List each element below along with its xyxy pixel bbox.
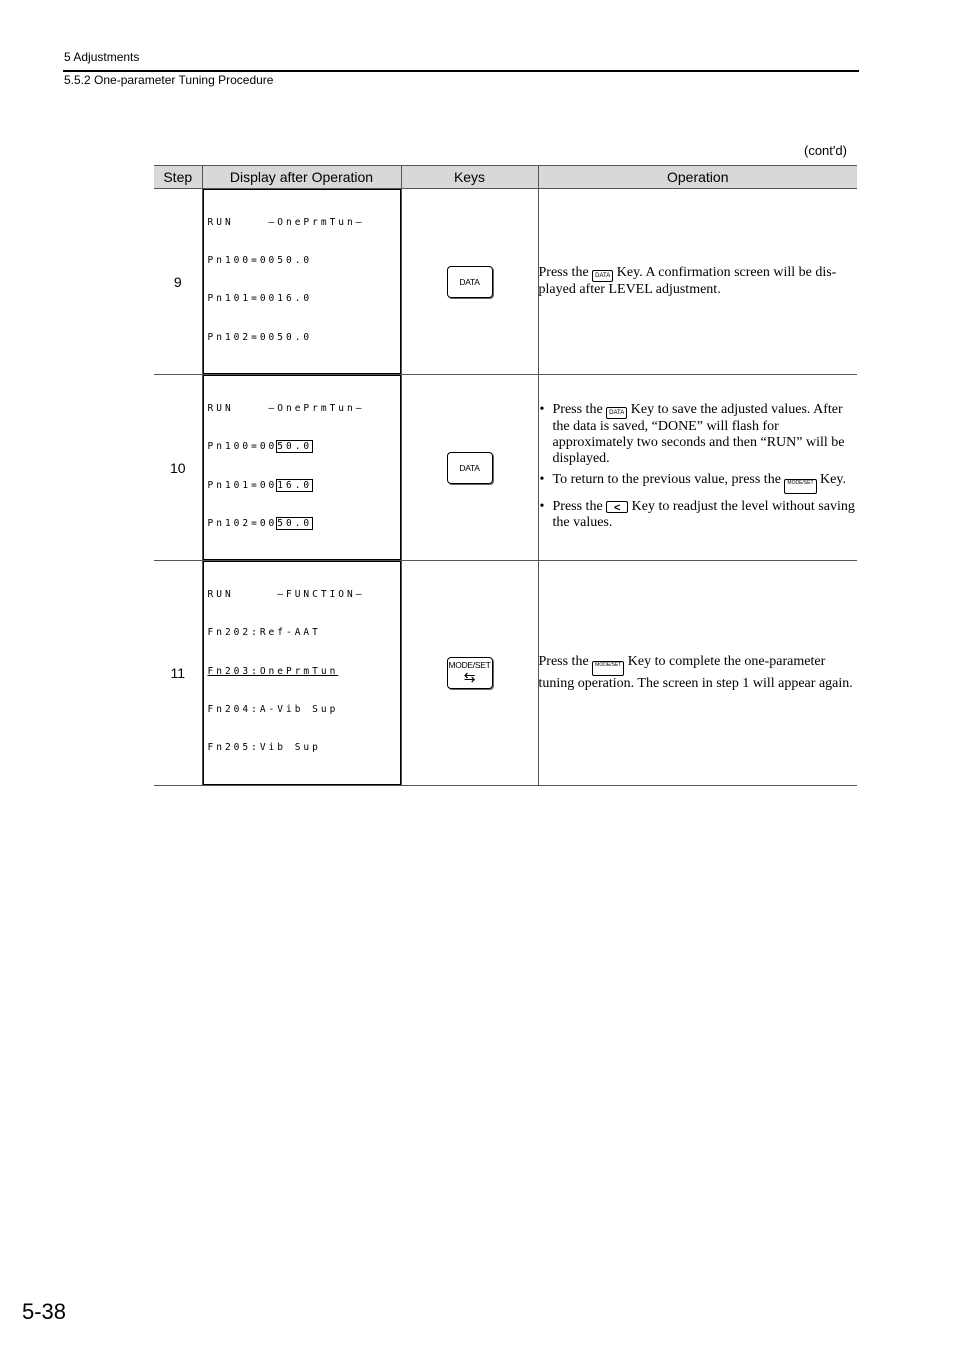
section-heading: 5.5.2 One-parameter Tuning Procedure [64, 73, 274, 87]
lcd-display [203, 375, 401, 560]
operation-text: Key. [816, 472, 846, 488]
lcd-line: RUN —FUNCTION— [207, 588, 365, 600]
lcd-line [208, 666, 396, 679]
left-arrow-key-icon: < [606, 501, 628, 513]
lcd-line: Fn204:A-Vib Sup [207, 704, 339, 716]
lcd-line: Fn202:Ref-AAT [207, 627, 321, 639]
col-header-display: Display after Operation [202, 166, 401, 189]
keys-cell [401, 561, 538, 786]
data-key-icon: DATA [447, 452, 493, 484]
step-number: 9 [154, 189, 202, 375]
step-number: 10 [154, 375, 202, 561]
lcd-param: Pn102=00 [207, 517, 278, 529]
bullet-icon: • [539, 472, 545, 488]
data-key-icon: DATA [592, 270, 613, 282]
table-row [154, 561, 857, 786]
table-header-row [154, 166, 857, 189]
display-cell [202, 375, 401, 561]
operation-cell [538, 189, 857, 375]
list-item [539, 402, 858, 467]
operation-text: Key. A confirmation screen will be dis-played after LEVEL adjustment. [538, 265, 837, 298]
keys-cell [401, 375, 538, 561]
operation-text: Key to save the adjusted values. After the data is saved, “DONE” will flash for approximately two seconds and then “RUN” will be displayed. [552, 402, 845, 467]
col-header-keys: Keys [401, 166, 538, 189]
lcd-line: Pn101=0016.0 [207, 293, 313, 305]
lcd-edited-value: 16.0 [277, 479, 313, 491]
lcd-line [208, 518, 396, 531]
data-key-icon: DATA [606, 407, 627, 419]
chapter-heading: 5 Adjustments [64, 50, 140, 64]
page-number: 5-38 [22, 1299, 67, 1324]
lcd-line: Pn100=0050.0 [207, 254, 313, 266]
mode-set-key-icon: MODE/SET [592, 661, 624, 676]
mode-set-key-icon [447, 657, 493, 689]
lcd-selected-function: Fn203:OnePrmTun [207, 665, 339, 677]
lcd-display [203, 189, 401, 374]
lcd-edited-value: 50.0 [277, 441, 313, 453]
return-arrow-icon: ⇆ [463, 669, 476, 686]
operation-text: Key to complete the one-parameter tuning operation. The screen in step 1 will appear again. [538, 654, 853, 692]
operation-text: To return to the previous value, press the [552, 472, 785, 488]
lcd-line: RUN —OnePrmTun— [207, 216, 365, 228]
lcd-display [203, 561, 401, 785]
continued-label: (cont'd) [804, 143, 847, 158]
display-cell [202, 189, 401, 375]
operation-bullet-list [539, 402, 858, 531]
operation-text: Press the [552, 402, 607, 418]
lcd-param: Pn100=00 [207, 441, 278, 453]
mode-set-key-icon: MODE/SET [784, 479, 816, 494]
lcd-line: Pn102=0050.0 [207, 331, 313, 343]
col-header-operation: Operation [538, 166, 857, 189]
lcd-line [208, 480, 396, 493]
procedure-table [154, 165, 857, 786]
bullet-icon: • [539, 402, 545, 418]
mode-set-label: MODE/SET [448, 660, 491, 671]
table-row [154, 375, 857, 561]
display-cell [202, 561, 401, 786]
data-key-icon: DATA [447, 266, 493, 298]
list-item [539, 472, 858, 494]
col-header-step: Step [154, 166, 202, 189]
operation-text: Key to readjust the level without saving the values. [552, 499, 855, 531]
lcd-line [208, 441, 396, 454]
lcd-edited-value: 50.0 [277, 517, 313, 529]
step-number: 11 [154, 561, 202, 786]
operation-text: Press the [538, 265, 593, 281]
lcd-param: Pn101=00 [207, 479, 278, 491]
lcd-line: RUN —OnePrmTun— [207, 402, 365, 414]
lcd-line: Fn205:Vib Sup [207, 742, 321, 754]
header-rule [63, 70, 859, 72]
operation-cell [538, 375, 857, 561]
operation-cell [538, 561, 857, 786]
keys-cell [401, 189, 538, 375]
operation-text: Press the [552, 499, 607, 515]
operation-text: Press the [538, 654, 593, 670]
list-item [539, 499, 858, 531]
table-row [154, 189, 857, 375]
bullet-icon: • [539, 499, 545, 515]
